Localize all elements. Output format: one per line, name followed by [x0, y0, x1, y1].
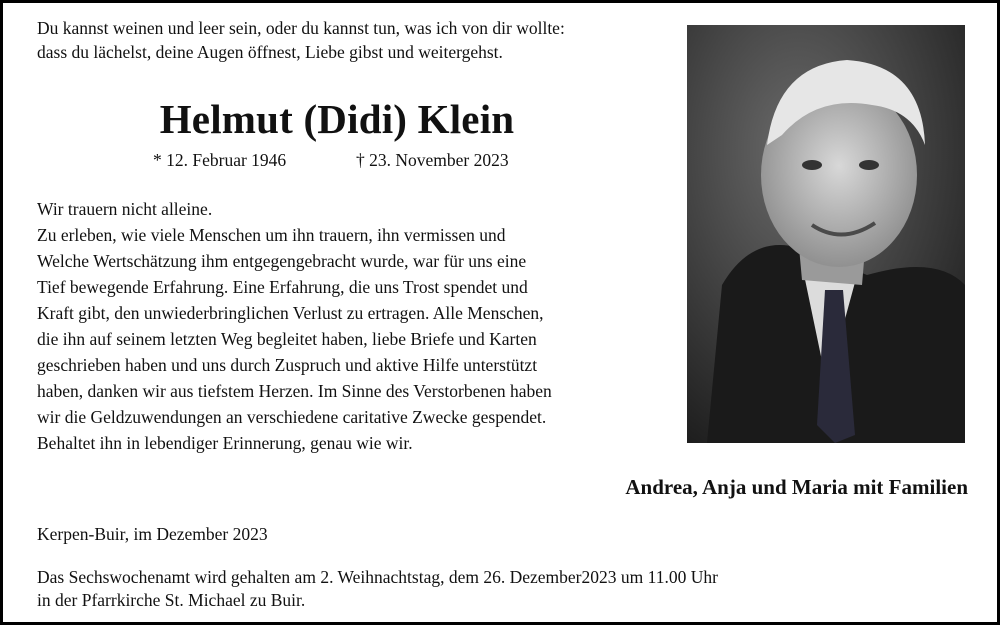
place-date: Kerpen-Buir, im Dezember 2023 — [37, 524, 268, 544]
signature: Andrea, Anja und Maria mit Familien — [625, 475, 968, 499]
service-line: Das Sechswochenamt wird gehalten am 2. Weihnachtstag, dem 26. Dezember2023 um 11.00 Uhr — [37, 567, 718, 587]
service-line: in der Pfarrkirche St. Michael zu Buir. — [37, 590, 306, 610]
portrait-illustration — [687, 25, 965, 443]
body-line: geschrieben haben und uns durch Zuspruch und aktive Hilfe unterstützt — [37, 355, 538, 375]
opening-quote — [37, 16, 657, 64]
service-announcement — [37, 566, 917, 612]
body-line: Tief bewegende Erfahrung. Eine Erfahrung, die uns Trost spendet und — [37, 277, 528, 297]
portrait-photo — [687, 25, 965, 443]
body-line: die ihn auf seinem letzten Weg begleitet haben, liebe Briefe und Karten — [37, 329, 537, 349]
body-line: Wir trauern nicht alleine. — [37, 199, 213, 219]
body-line: Welche Wertschätzung ihm entgegengebracht wurde, war für uns eine — [37, 251, 527, 271]
birth-date: * 12. Februar 1946 — [153, 150, 287, 170]
body-line: haben, danken wir aus tiefstem Herzen. Im Sinne des Verstorbenen haben — [37, 381, 552, 401]
body-line: Zu erleben, wie viele Menschen um ihn trauern, ihn vermissen und — [37, 225, 506, 245]
death-date: † 23. November 2023 — [356, 150, 509, 170]
quote-line: dass du lächelst, deine Augen öffnest, Liebe gibst und weitergehst. — [37, 42, 503, 62]
quote-line: Du kannst weinen und leer sein, oder du kannst tun, was ich von dir wollte: — [37, 18, 565, 38]
body-line: wir die Geldzuwendungen an verschiedene caritative Zwecke gespendet. — [37, 407, 547, 427]
body-line: Kraft gibt, den unwiederbringlichen Verlust zu ertragen. Alle Menschen, — [37, 303, 544, 323]
deceased-name: Helmut (Didi) Klein — [159, 96, 515, 142]
gratitude-text — [37, 196, 677, 456]
body-line: Behaltet ihn in lebendiger Erinnerung, genau wie wir. — [37, 433, 413, 453]
